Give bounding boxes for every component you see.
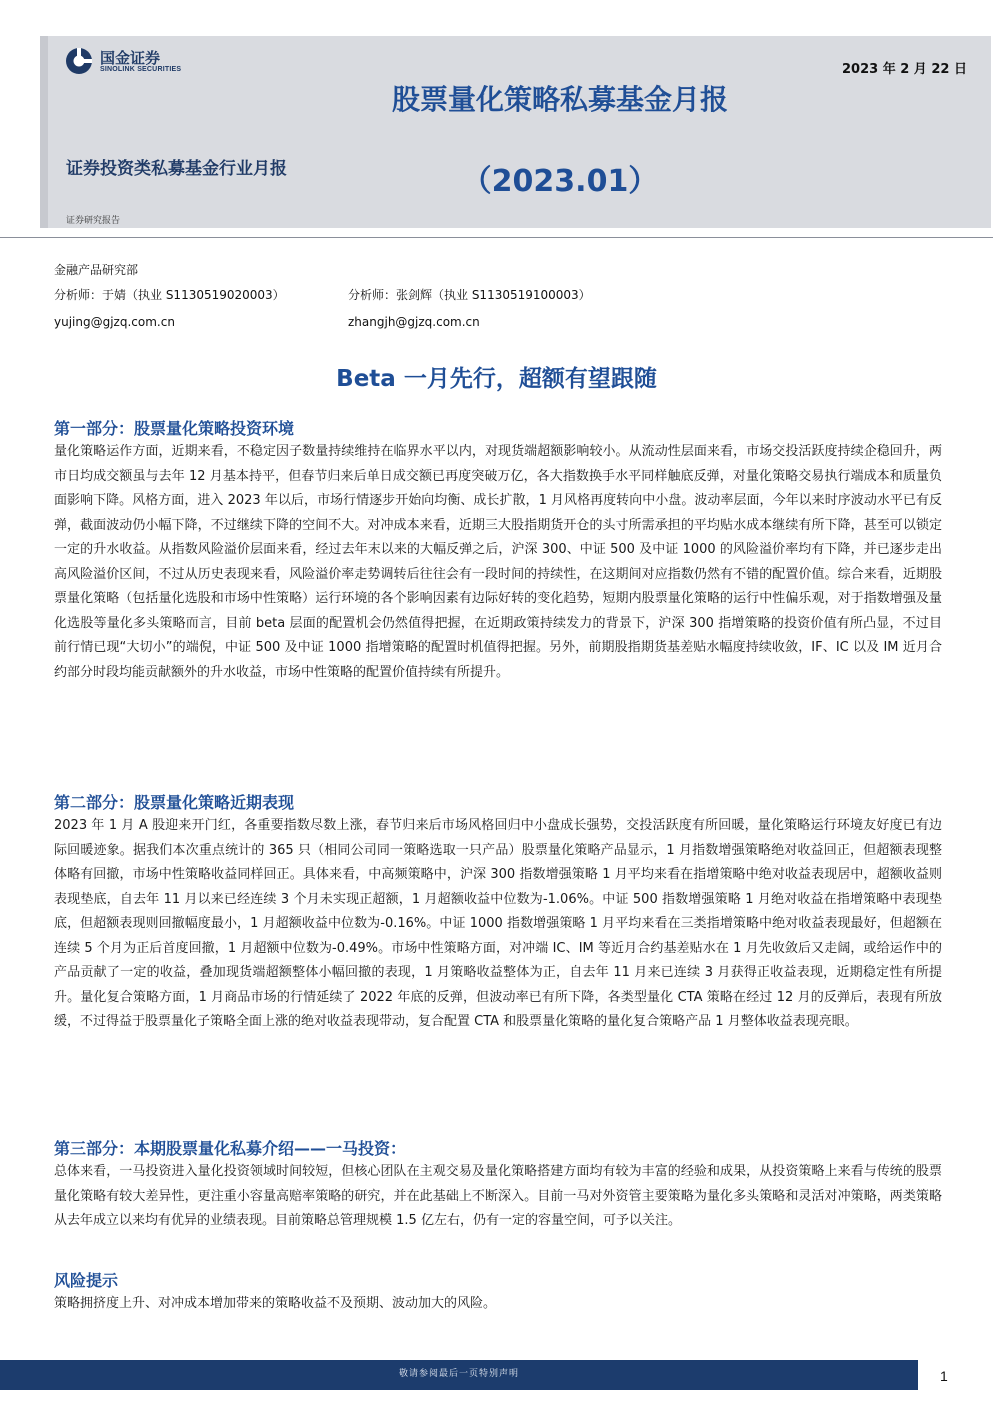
header-divider (0, 237, 993, 238)
footer-disclaimer: 敬请参阅最后一页特别声明 (398, 1369, 519, 1379)
section-heading-3: 第三部分：本期股票量化私募介绍——一马投资： (54, 1139, 407, 1158)
email-2[interactable]: zhangjh@gjzq.com.cn (348, 315, 480, 329)
analyst-1: 分析师：于婧（执业 S1130519020003） (54, 288, 285, 302)
section-body-risk: 策略拥挤度上升、对冲成本增加带来的策略收益不及预期、波动加大的风险。 (54, 1296, 497, 1311)
email-1[interactable]: yujing@gjzq.com.cn (54, 315, 175, 329)
section-heading-risk: 风险提示 (54, 1271, 119, 1290)
logo-icon (64, 46, 94, 76)
report-headline: Beta 一月先行，超额有望跟随 (336, 366, 657, 392)
report-date: 2023 年 2 月 22 日 (842, 62, 967, 77)
industry-label: 证券投资类私募基金行业月报 (66, 159, 287, 179)
report-type: 证券研究报告 (66, 216, 121, 226)
logo-text-en: SINOLINK SECURITIES (100, 65, 182, 73)
section-body-2: 2023 年 1 月 A 股迎来开门红，各重要指数尽数上涨，春节归来后市场风格回归中小盘成长强势，交投活跃度有所回暖，量化策略运行环境友好度已有边际回暖迹象。据我们本次重点统计的 365 只（相同公司同一策略选取一只产品）股票量化策略产品显示，1 月指数增强策略绝对收益回正，但超额表现整体略有回撤，市场中性策略收益同样回正。具体来看，中高频策略中，沪深 300 指数增强策略 1 月平均来看在指增策略中绝对收益表现居中，超额收益则表现垫底，自去年 11 月以来已经连续 3 个月未实现正超额，1 月超额收益中位数为-1.06%。中证 500 指数增强策略 1 月绝对收益在指增策略中表现垫底，但超额表现则回撤幅度最小，1 月超额收益中位数为-0.16%。中证 1000 指数增强策略 1 月平均来看在三类指增策略中绝对收益表现最好，但超额在连续 5 个月为正后首度回撤，1 月超额中位数为-0.49%。市场中性策略方面，对冲端 IC、IM 等近月合约基差贴水在 1 月先收敛后又走阔，或给运作中的产品贡献了一定的收益，叠加现货端超额整体小幅回撤的表现，1 月策略收益整体为正，自去年 11 月来已连续 3 月获得正收益表现，近期稳定性有所提升。量化复合策略方面，1 月商品市场的行情延续了 2022 年底的反弹，但波动率已有所下降，各类型量化 CTA 策略在经过 12 月的反弹后，表现有所放缓，不过得益于股票量化子策略全面上涨的绝对收益表现带动，复合配置 CTA 和股票量化策略的量化复合策略产品 1 月整体收益表现亮眼。 (54, 818, 942, 1029)
page-number: 1 (940, 1368, 948, 1384)
section-body-1: 量化策略运作方面，近期来看，不稳定因子数量持续维持在临界水平以内，对现货端超额影响较小。从流动性层面来看，市场交投活跃度持续企稳回升，两市日均成交额虽与去年 12 月基本持平，但春节归来后单日成交额已再度突破万亿，各大指数换手水平同样触底反弹，对量化策略交易执行端成本和质量负面影响下降。风格方面，进入 2023 年以后，市场行情逐步开始向均衡、成长扩散，1 月风格再度转向中小盘。波动率层面，今年以来时序波动水平已有反弹，截面波动仍小幅下降，不过继续下降的空间不大。对冲成本来看，近期三大股指期货开仓的头寸所需承担的平均贴水成本继续有所下降，甚至可以锁定一定的升水收益。从指数风险溢价层面来看，经过去年末以来的大幅反弹之后，沪深 300、中证 500 及中证 1000 的风险溢价率均有下降，并已逐步走出高风险溢价区间，不过从历史表现来看，风险溢价率走势调转后往往会有一段时间的持续性，在这期间对应指数仍然有不错的配置价值。综合来看，近期股票量化策略（包括量化选股和市场中性策略）运行环境的各个影响因素有边际好转的变化趋势，短期内股票量化策略的运行中性偏乐观，对于指数增强及量化选股等量化多头策略而言，目前 beta 层面的配置机会仍然值得把握，在近期政策持续发力的背景下，沪深 300 指增策略的投资价值有所凸显，不过目前行情已现“大切小”的端倪，中证 500 及中证 1000 指增策略的配置时机值得把握。另外，前期股指期货基差贴水幅度持续收敛，IF、IC 以及 IM 近月合约部分时段均能贡献额外的升水收益，市场中性策略的配置价值持续有所提升。 (54, 444, 942, 680)
section-heading-1: 第一部分：股票量化策略投资环境 (54, 419, 295, 438)
company-logo (64, 44, 181, 78)
logo-text-cn: 国金证券 (100, 48, 161, 67)
department: 金融产品研究部 (54, 263, 139, 277)
report-title: 股票量化策略私募基金月报 (391, 83, 728, 116)
section-heading-2: 第二部分：股票量化策略近期表现 (54, 793, 295, 812)
section-body-3: 总体来看，一马投资进入量化投资领域时间较短，但核心团队在主观交易及量化策略搭建方面均有较为丰富的经验和成果，从投资策略上来看与传统的股票量化策略有较大差异性，更注重小容量高赔率策略的研究，并在此基础上不断深入。目前一马对外资管主要策略为量化多头策略和灵活对冲策略，两类策略从去年成立以来均有优异的业绩表现。目前策略总管理规模 1.5 亿左右，仍有一定的容量空间，可予以关注。 (54, 1164, 942, 1228)
report-subtitle: （2023.01） (461, 164, 659, 199)
analyst-2: 分析师：张剑辉（执业 S1130519100003） (348, 288, 591, 302)
